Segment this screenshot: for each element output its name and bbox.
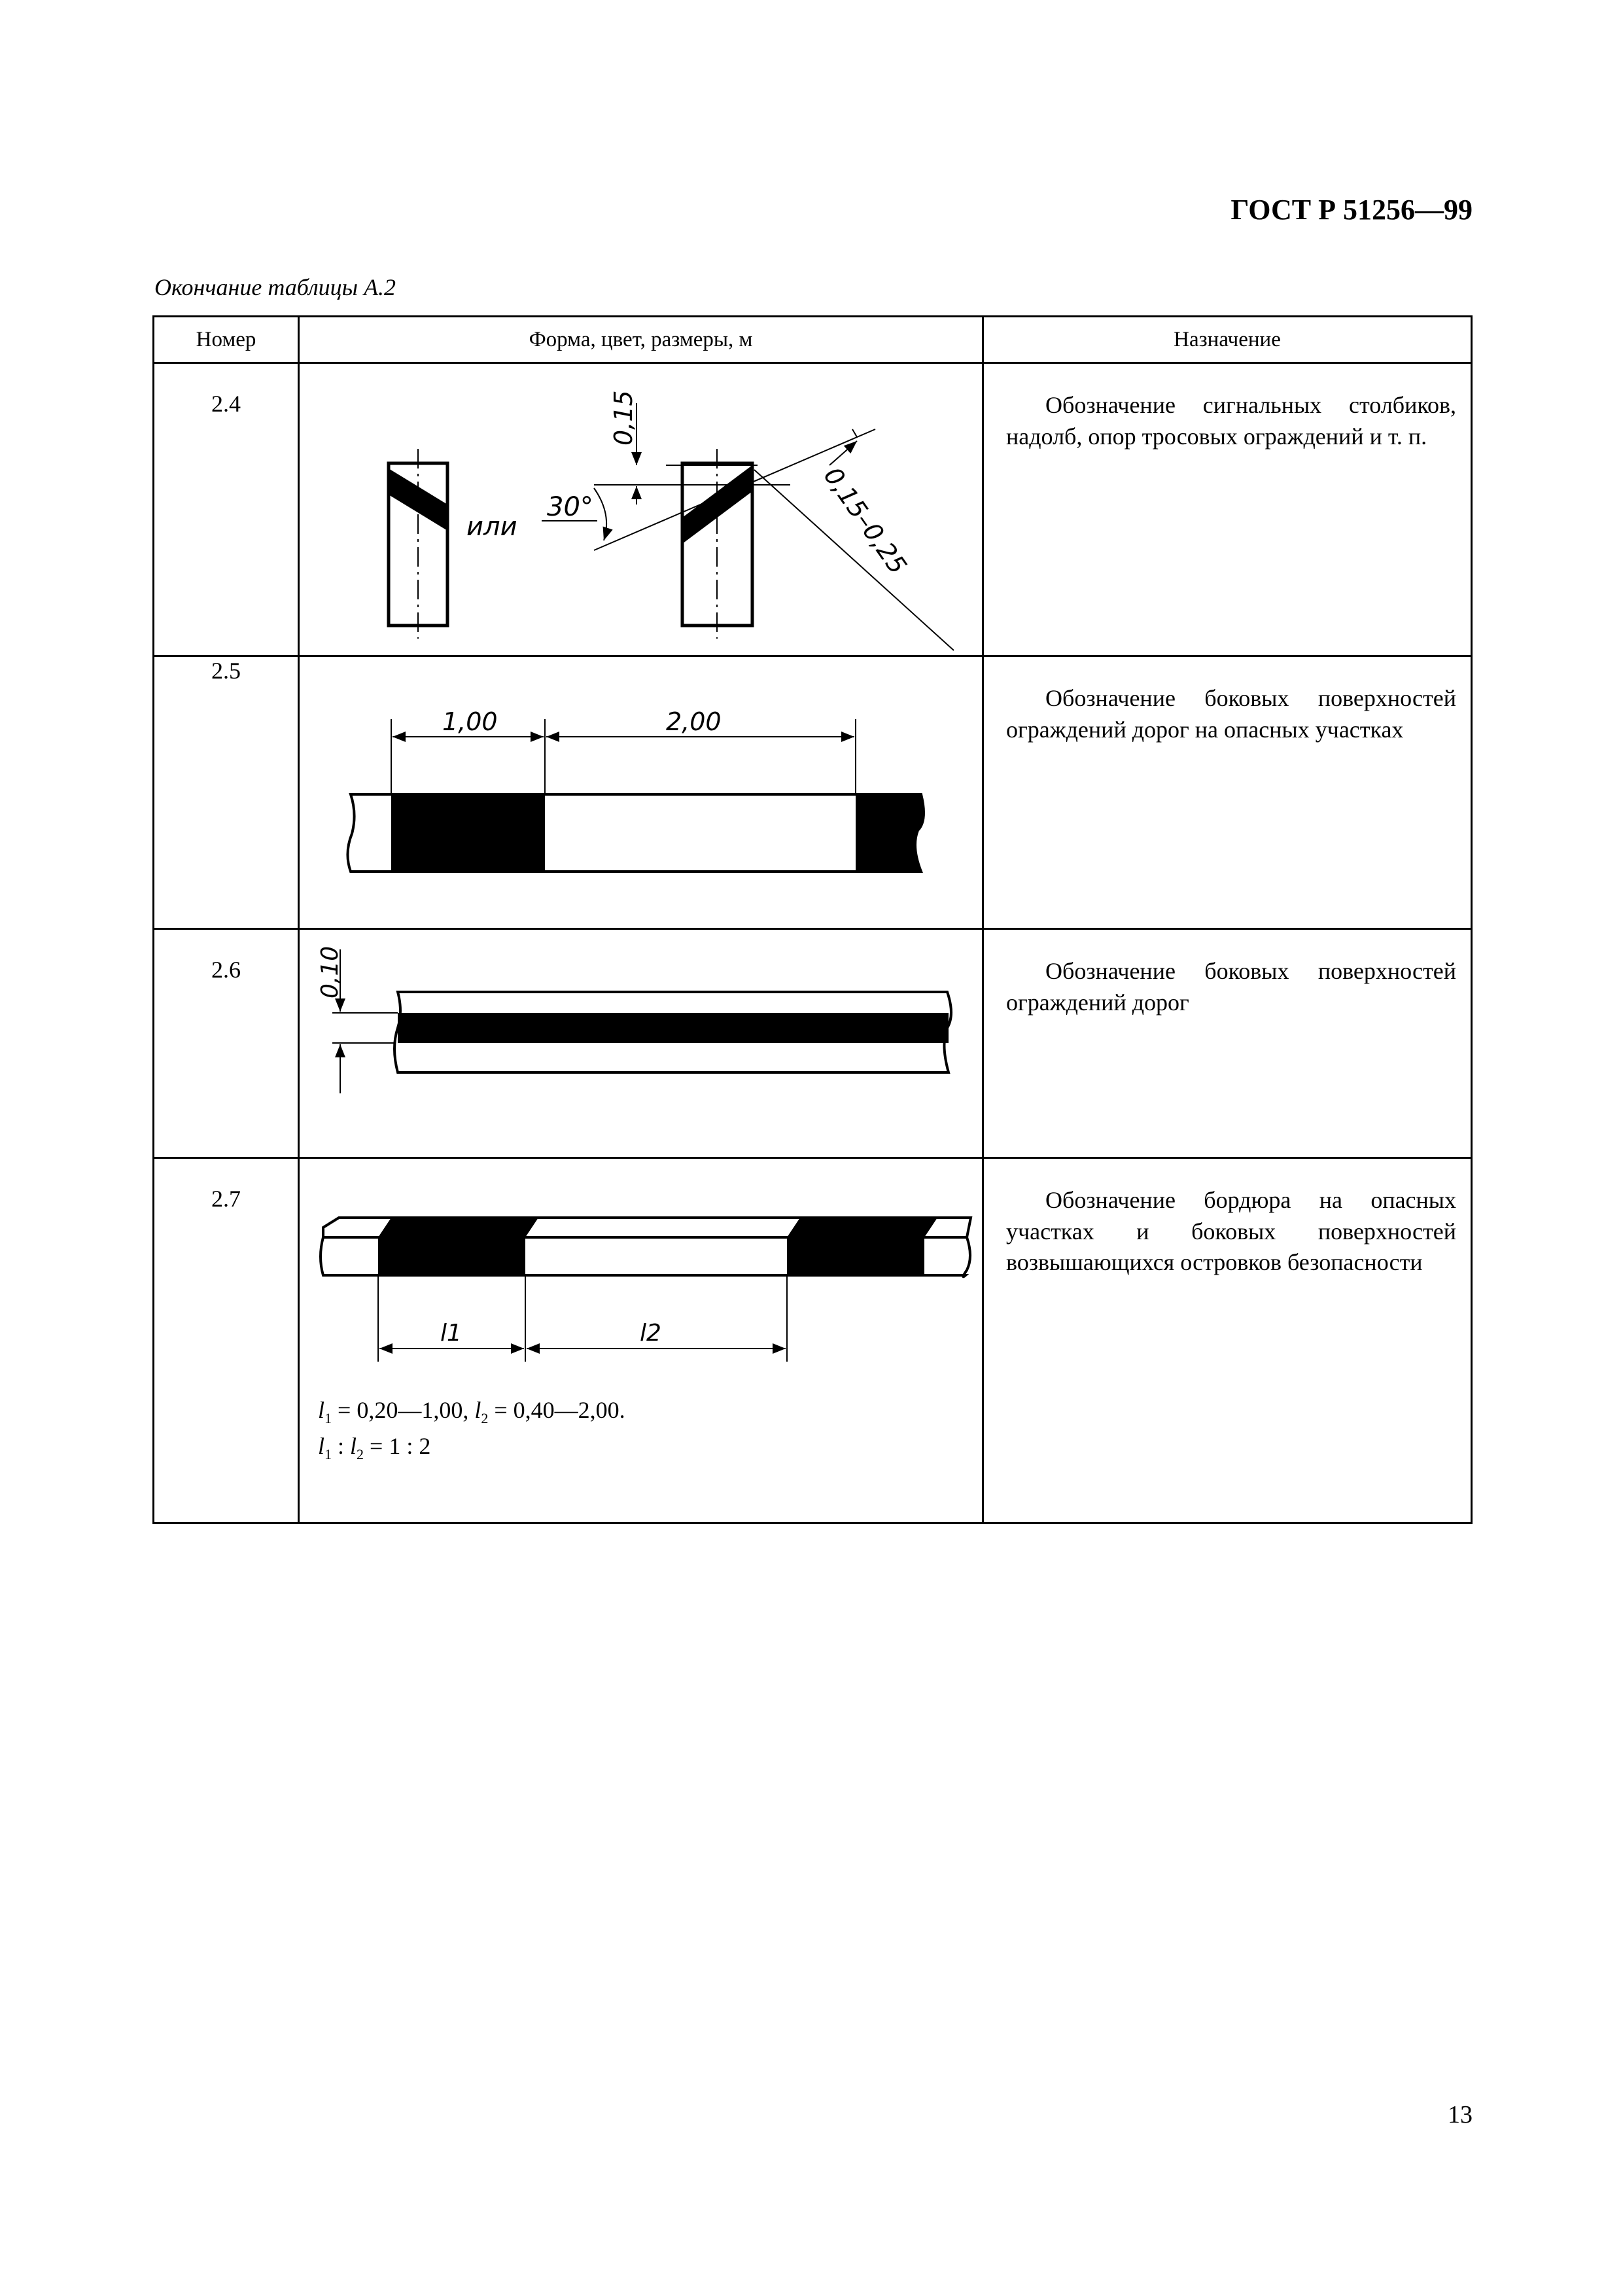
page-number: 13 xyxy=(1448,2101,1473,2128)
row-number: 2.7 xyxy=(154,1158,299,1523)
table-row xyxy=(154,929,1472,1158)
marking-table xyxy=(152,315,1473,1524)
drawing-signal-posts xyxy=(299,363,983,656)
dim-top-label: 0,15 xyxy=(609,390,638,446)
row-number: 2.5 xyxy=(154,656,299,929)
column-header-purpose: Назначение xyxy=(983,317,1472,363)
drawing-barrier-side xyxy=(299,656,983,929)
drawing-barrier-stripe xyxy=(299,929,983,1158)
post-left xyxy=(389,449,447,639)
row-purpose: Обозначение боковых поверхностей ограждений дорог xyxy=(983,929,1472,1158)
angle-label: 30° xyxy=(547,492,593,522)
dim-diag-label: 0,15–0,25 xyxy=(818,461,913,580)
table-row xyxy=(154,656,1472,929)
row-purpose: Обозначение бордюра на опасных участках и боковых поверхностей возвышающихся островков безопасности xyxy=(983,1158,1472,1523)
l1-label: l1 xyxy=(440,1320,462,1347)
table-row xyxy=(154,363,1472,656)
dim-1-label: 1,00 xyxy=(442,707,498,736)
barrier-strip xyxy=(347,794,924,872)
drawing-curb xyxy=(299,1158,983,1523)
barrier-stripe xyxy=(394,992,951,1072)
formula-line-ranges: $l_1$ = 0,20—1,00, $l_2$ = 0,40—2,00. xyxy=(318,1397,625,1427)
row-number: 2.6 xyxy=(154,929,299,1158)
table-header-row xyxy=(154,317,1472,363)
curb-block xyxy=(321,1218,971,1277)
table-caption: Окончание таблицы А.2 xyxy=(154,274,396,300)
row-purpose: Обозначение сигнальных столбиков, надолб, опор тросовых ограждений и т. п. xyxy=(983,363,1472,656)
post-right xyxy=(542,403,954,650)
formula-line-ratio: $l_1$ : $l_2 = 1$ : 2 xyxy=(318,1433,431,1463)
dim-1-label: 0,10 xyxy=(317,945,343,998)
row-purpose: Обозначение боковых поверхностей ограждений дорог на опасных участках xyxy=(983,656,1472,929)
dim-2-label: 2,00 xyxy=(666,707,722,736)
row-number: 2.4 xyxy=(154,363,299,656)
standard-code: ГОСТ Р 51256—99 xyxy=(1230,194,1473,226)
length-formula xyxy=(318,1393,625,1465)
l2-label: l2 xyxy=(640,1320,661,1347)
table-row xyxy=(154,1158,1472,1523)
column-header-form: Форма, цвет, размеры, м xyxy=(299,317,983,363)
or-label: или xyxy=(466,512,517,542)
column-header-number: Номер xyxy=(154,317,299,363)
